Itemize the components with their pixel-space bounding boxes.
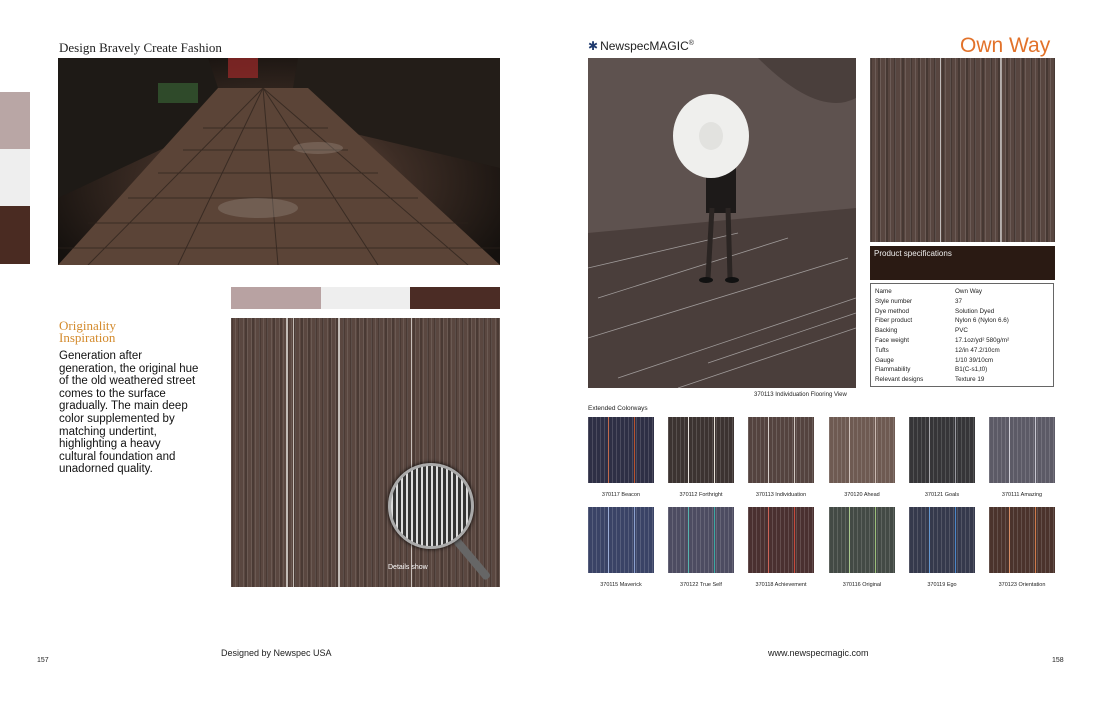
- extended-colorways-label: Extended Colorways: [588, 405, 648, 412]
- spec-key: Fiber product: [875, 317, 913, 325]
- spec-key: Name: [875, 288, 892, 295]
- colorway-swatch[interactable]: [909, 507, 975, 573]
- originality-body: Generation after generation, the original hue of the old weathered street comes to the surface gradually. The main deep color supplemented by matching undertint, highlighting a heavy cultural foundation and unadorned quality.: [59, 350, 199, 476]
- room-caption: 370113 Individuation Flooring View: [754, 392, 847, 398]
- hero-photo-street: [58, 58, 500, 265]
- spec-value: 17.1oz/yd² 580g/m²: [955, 337, 1010, 344]
- color-band-white: [321, 287, 410, 309]
- website-url[interactable]: www.newspecmagic.com: [768, 648, 869, 658]
- colorway-swatch[interactable]: [668, 507, 734, 573]
- colorway-swatch[interactable]: [989, 417, 1055, 483]
- spec-table: [870, 283, 1054, 387]
- colorway-label: 370117 Beacon: [601, 492, 641, 498]
- colorway-swatch[interactable]: [829, 507, 895, 573]
- colorway-swatch[interactable]: [668, 417, 734, 483]
- spec-key: Backing: [875, 327, 898, 335]
- spec-value: Solution Dyed: [955, 307, 995, 315]
- spec-key: Flammability: [875, 366, 911, 374]
- colorway-label: 370118 Achievement: [755, 582, 807, 588]
- room-flooring-photo: [588, 58, 856, 388]
- colorway-label: 370111 Amazing: [1001, 492, 1043, 498]
- colorway-swatch[interactable]: [748, 507, 814, 573]
- colorway-label: 370122 True Self: [680, 582, 722, 588]
- side-swatch-white: [0, 149, 30, 206]
- spec-header: [870, 246, 1055, 280]
- colorway-label: 370115 Maverick: [600, 582, 642, 588]
- side-swatch-light: [0, 92, 30, 149]
- colorway-label: 370113 Individuation: [755, 492, 807, 498]
- colorway-swatch[interactable]: [829, 417, 895, 483]
- brand-logo: [588, 39, 694, 53]
- colorway-label: 370112 Forthright: [679, 492, 723, 498]
- designer-credit: Designed by Newspec USA: [221, 648, 332, 658]
- product-title: Own Way: [960, 34, 1051, 57]
- title-line-1: Originality: [59, 318, 117, 333]
- colorway-swatch[interactable]: [588, 507, 654, 573]
- details-show-label: Details show: [388, 564, 428, 571]
- spec-value: 37: [955, 297, 963, 305]
- spec-key: Face weight: [875, 337, 909, 344]
- colorway-swatch[interactable]: [588, 417, 654, 483]
- spec-value: Texture 19: [955, 376, 985, 384]
- page-number-left: 157: [37, 657, 49, 664]
- registered-mark: ®: [688, 40, 694, 47]
- side-swatch-dark: [0, 206, 30, 264]
- colorway-swatch[interactable]: [909, 417, 975, 483]
- colorway-label: 370120 Ahead: [844, 492, 880, 498]
- spec-value: 1/10 39/10cm: [955, 356, 994, 364]
- spec-key: Gauge: [875, 356, 894, 364]
- title-line-2: Inspiration: [59, 330, 116, 345]
- tile-streak: [338, 318, 340, 587]
- snowflake-icon: ✱: [588, 39, 599, 53]
- tile-streak: [940, 58, 941, 242]
- colorway-swatch[interactable]: [748, 417, 814, 483]
- spec-key: Relevant designs: [875, 376, 924, 384]
- spec-value: Own Way: [955, 288, 983, 295]
- spec-value: Nylon 6 (Nylon 6.6): [955, 317, 1009, 325]
- street-illustration: [58, 58, 500, 265]
- tile-streak: [1000, 58, 1002, 242]
- colorway-swatch[interactable]: [989, 507, 1055, 573]
- spec-key: Dye method: [875, 307, 909, 315]
- spec-value: 12/in 47.2/10cm: [955, 346, 1000, 354]
- tagline: Design Bravely Create Fashion: [59, 40, 222, 55]
- brand-name: NewspecMAGIC: [600, 39, 689, 53]
- spec-value: B1(C-s1,t0): [955, 366, 988, 374]
- originality-title: [59, 320, 116, 344]
- carpet-tile-swatch: [870, 58, 1055, 242]
- color-band-brown: [410, 287, 500, 309]
- spec-key: Style number: [875, 297, 913, 305]
- colorway-label: 370123 Orientation: [998, 582, 1046, 588]
- colorway-label: 370116 Original: [842, 582, 882, 588]
- page-number-right: 158: [1052, 657, 1064, 664]
- tile-streak: [293, 318, 294, 587]
- room-illustration: [588, 58, 856, 388]
- color-band-rose: [231, 287, 321, 309]
- magnifier-icon: [388, 463, 474, 549]
- tile-streak: [411, 318, 412, 587]
- colorway-label: 370121 Goals: [924, 492, 960, 498]
- spec-header-label: Product specifications: [874, 249, 952, 258]
- tile-streak: [286, 318, 288, 587]
- spec-key: Tufts: [875, 346, 889, 354]
- spec-value: PVC: [955, 327, 968, 335]
- colorway-label: 370119 Ego: [927, 582, 957, 588]
